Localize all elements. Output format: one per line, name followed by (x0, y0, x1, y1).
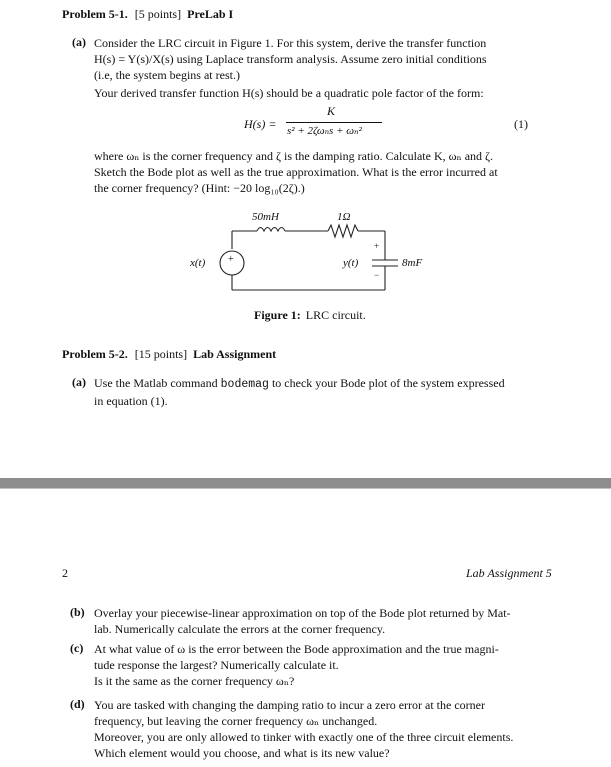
text-line: Moreover, you are only allowed to tinker with exactly one of the three circuit elements. (94, 730, 514, 744)
problem-points: [5 points] (134, 7, 182, 21)
problem-heading: Problem 5-2. (62, 347, 128, 361)
part-label-b: (b) (70, 605, 85, 619)
problem-points: [15 points] (134, 347, 188, 361)
page-number: 2 (62, 566, 68, 580)
text-line: Is it the same as the corner frequency ωₙ? (94, 674, 295, 688)
text-line: Consider the LRC circuit in Figure 1. For this system, derive the transfer function (94, 36, 487, 50)
source-plus-sign: + (228, 254, 234, 265)
text-line: You are tasked with changing the damping ratio to incur a zero error at the corner (94, 698, 485, 712)
inductor-coil (257, 228, 285, 232)
capacitor-label: 8mF (402, 257, 423, 269)
text-line: where ωₙ is the corner frequency and ζ is the damping ratio. Calculate K, ωₙ and ζ. (94, 149, 493, 163)
output-label: y(t) (343, 257, 359, 269)
text-line: H(s) = Y(s)/X(s) using Laplace transform analysis. Assume zero initial conditions (94, 52, 487, 66)
text-line: Which element would you choose, and what is its new value? (94, 746, 390, 760)
text-line: lab. Numerically calculate the errors at the corner frequency. (94, 622, 386, 636)
text-line: At what value of ω is the error between the Bode approximation and the true magni- (94, 642, 499, 656)
part-d-text (94, 697, 513, 761)
problem-heading: Problem 5-1. (62, 7, 128, 21)
text-line: frequency, but leaving the corner frequency ωₙ unchanged. (94, 714, 378, 728)
capacitor-minus-sign: − (374, 270, 380, 280)
text-line: in equation (1). (94, 394, 168, 408)
text-fragment: Use the Matlab command (94, 376, 218, 390)
capacitor-plus-sign: + (374, 241, 380, 251)
text-line: tude response the largest? Numerically calculate it. (94, 658, 339, 672)
problem-5-2-part-a-text (94, 375, 505, 409)
source-label: x(t) (190, 257, 206, 269)
text-line: Overlay your piecewise-linear approximation on top of the Bode plot returned by Mat- (94, 606, 511, 620)
equation-lhs: H(s) = (244, 117, 277, 131)
text-line: the corner frequency? (Hint: −20 log₁₀(2ζ).) (94, 181, 305, 195)
resistor-label: 1Ω (337, 211, 351, 223)
text-line: Your derived transfer function H(s) should be a quadratic pole factor of the form: (94, 86, 484, 100)
text-line: Sketch the Bode plot as well as the true approximation. What is the error incurred at (94, 165, 498, 179)
page-divider-shadow (0, 488, 611, 489)
part-label-c: (c) (70, 641, 84, 655)
page-divider (0, 478, 611, 488)
circuit-diagram (0, 0, 611, 330)
resistor-zigzag (328, 225, 358, 237)
problem-title: PreLab I (187, 7, 234, 21)
part-label-d: (d) (70, 697, 85, 711)
equation-denominator: s² + 2ζωₙs + ωₙ² (287, 125, 362, 137)
running-head: Lab Assignment 5 (466, 566, 552, 580)
figure-caption-text: LRC circuit. (305, 308, 366, 322)
text-line (94, 375, 505, 393)
inductor-label: 50mH (252, 211, 279, 223)
part-label-a: (a) (72, 375, 86, 389)
problem-5-2-header (62, 347, 276, 362)
equation-numerator: K (327, 104, 336, 118)
part-c-text (94, 641, 499, 689)
part-b-text (94, 605, 511, 637)
equation-number: (1) (514, 117, 528, 131)
problem-title: Lab Assignment (193, 347, 277, 361)
figure-caption (254, 308, 366, 323)
figure-caption-label: Figure 1: (254, 308, 301, 322)
part-label-a: (a) (72, 35, 86, 49)
text-fragment: to check your Bode plot of the system expressed (271, 376, 505, 390)
text-line: (i.e, the system begins at rest.) (94, 68, 240, 82)
matlab-command: bodemag (220, 378, 269, 391)
